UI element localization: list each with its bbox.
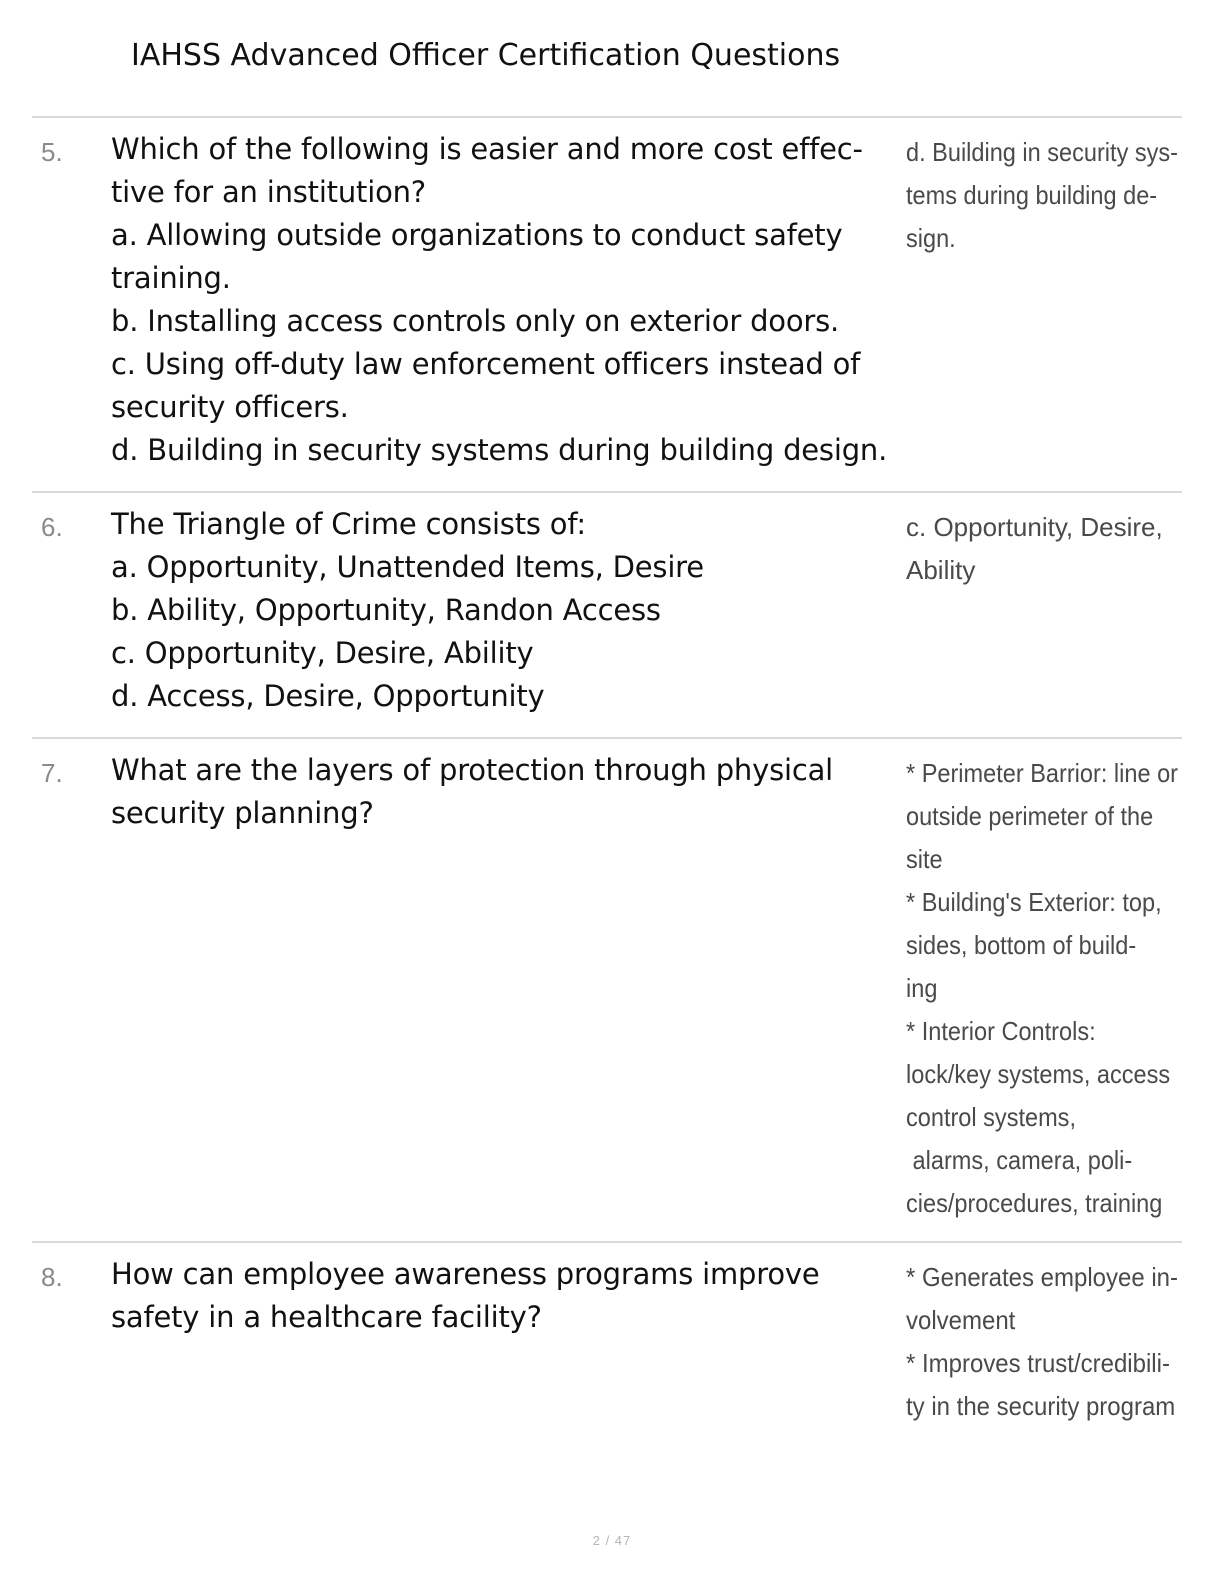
answer-line: * Improves trust/credibili- [906, 1348, 1170, 1378]
section-divider [32, 116, 1182, 118]
question-number: 7. [41, 758, 63, 788]
question-text [111, 128, 903, 472]
answer-line: * Building's Exterior: top, [906, 887, 1162, 917]
answer-line: sides, bottom of build- [906, 930, 1137, 960]
section-divider [32, 491, 1182, 493]
answer-text [906, 752, 1178, 1225]
answer-line: ing [906, 973, 938, 1003]
answer-line: control systems, [906, 1102, 1076, 1132]
question-line: security officers. [111, 390, 349, 424]
answer-line: volvement [906, 1305, 1016, 1335]
document-title: IAHSS Advanced Officer Certification Questions [131, 38, 841, 73]
answer-line: * Perimeter Barrior: line or [906, 758, 1178, 788]
question-line: b. Ability, Opportunity, Randon Access [111, 593, 661, 627]
answer-line: cies/procedures, training [906, 1188, 1163, 1218]
answer-text [906, 1256, 1178, 1428]
question-line: What are the layers of protection through physical [111, 753, 834, 787]
question-line: a. Allowing outside organizations to conduct safety [111, 218, 843, 252]
question-line: c. Using off-duty law enforcement officers instead of [111, 347, 861, 381]
question-number: 8. [41, 1262, 63, 1292]
answer-line: sign. [906, 223, 956, 253]
question-line: tive for an institution? [111, 175, 426, 209]
answer-line: outside perimeter of the [906, 801, 1154, 831]
question-line: security planning? [111, 796, 374, 830]
section-divider [32, 1241, 1182, 1243]
answer-text [906, 506, 1181, 592]
question-text [111, 749, 903, 835]
question-line: c. Opportunity, Desire, Ability [111, 636, 534, 670]
question-text [111, 1253, 903, 1339]
question-line: d. Access, Desire, Opportunity [111, 679, 545, 713]
answer-line: * Interior Controls: [906, 1016, 1096, 1046]
page-number: 2 / 47 [592, 1533, 632, 1548]
question-line: a. Opportunity, Unattended Items, Desire [111, 550, 704, 584]
answer-text [906, 131, 1178, 260]
answer-line: lock/key systems, access [906, 1059, 1171, 1089]
question-line: training. [111, 261, 231, 295]
answer-line: alarms, camera, poli- [906, 1145, 1133, 1175]
question-line: How can employee awareness programs improve [111, 1257, 820, 1291]
question-line: safety in a healthcare facility? [111, 1300, 542, 1334]
question-line: The Triangle of Crime consists of: [111, 507, 586, 541]
question-number: 5. [41, 137, 63, 167]
answer-line: * Generates employee in- [906, 1262, 1178, 1292]
question-line: d. Building in security systems during building design. [111, 433, 888, 467]
answer-line: site [906, 844, 943, 874]
answer-line: d. Building in security sys- [906, 137, 1178, 167]
answer-line: c. Opportunity, Desire, [906, 512, 1163, 542]
question-line: b. Installing access controls only on exterior doors. [111, 304, 840, 338]
answer-line: Ability [906, 555, 976, 585]
section-divider [32, 737, 1182, 739]
question-text [111, 503, 903, 718]
question-number: 6. [41, 512, 63, 542]
answer-line: ty in the security program [906, 1391, 1176, 1421]
question-line: Which of the following is easier and more cost effec- [111, 132, 863, 166]
answer-line: tems during building de- [906, 180, 1158, 210]
